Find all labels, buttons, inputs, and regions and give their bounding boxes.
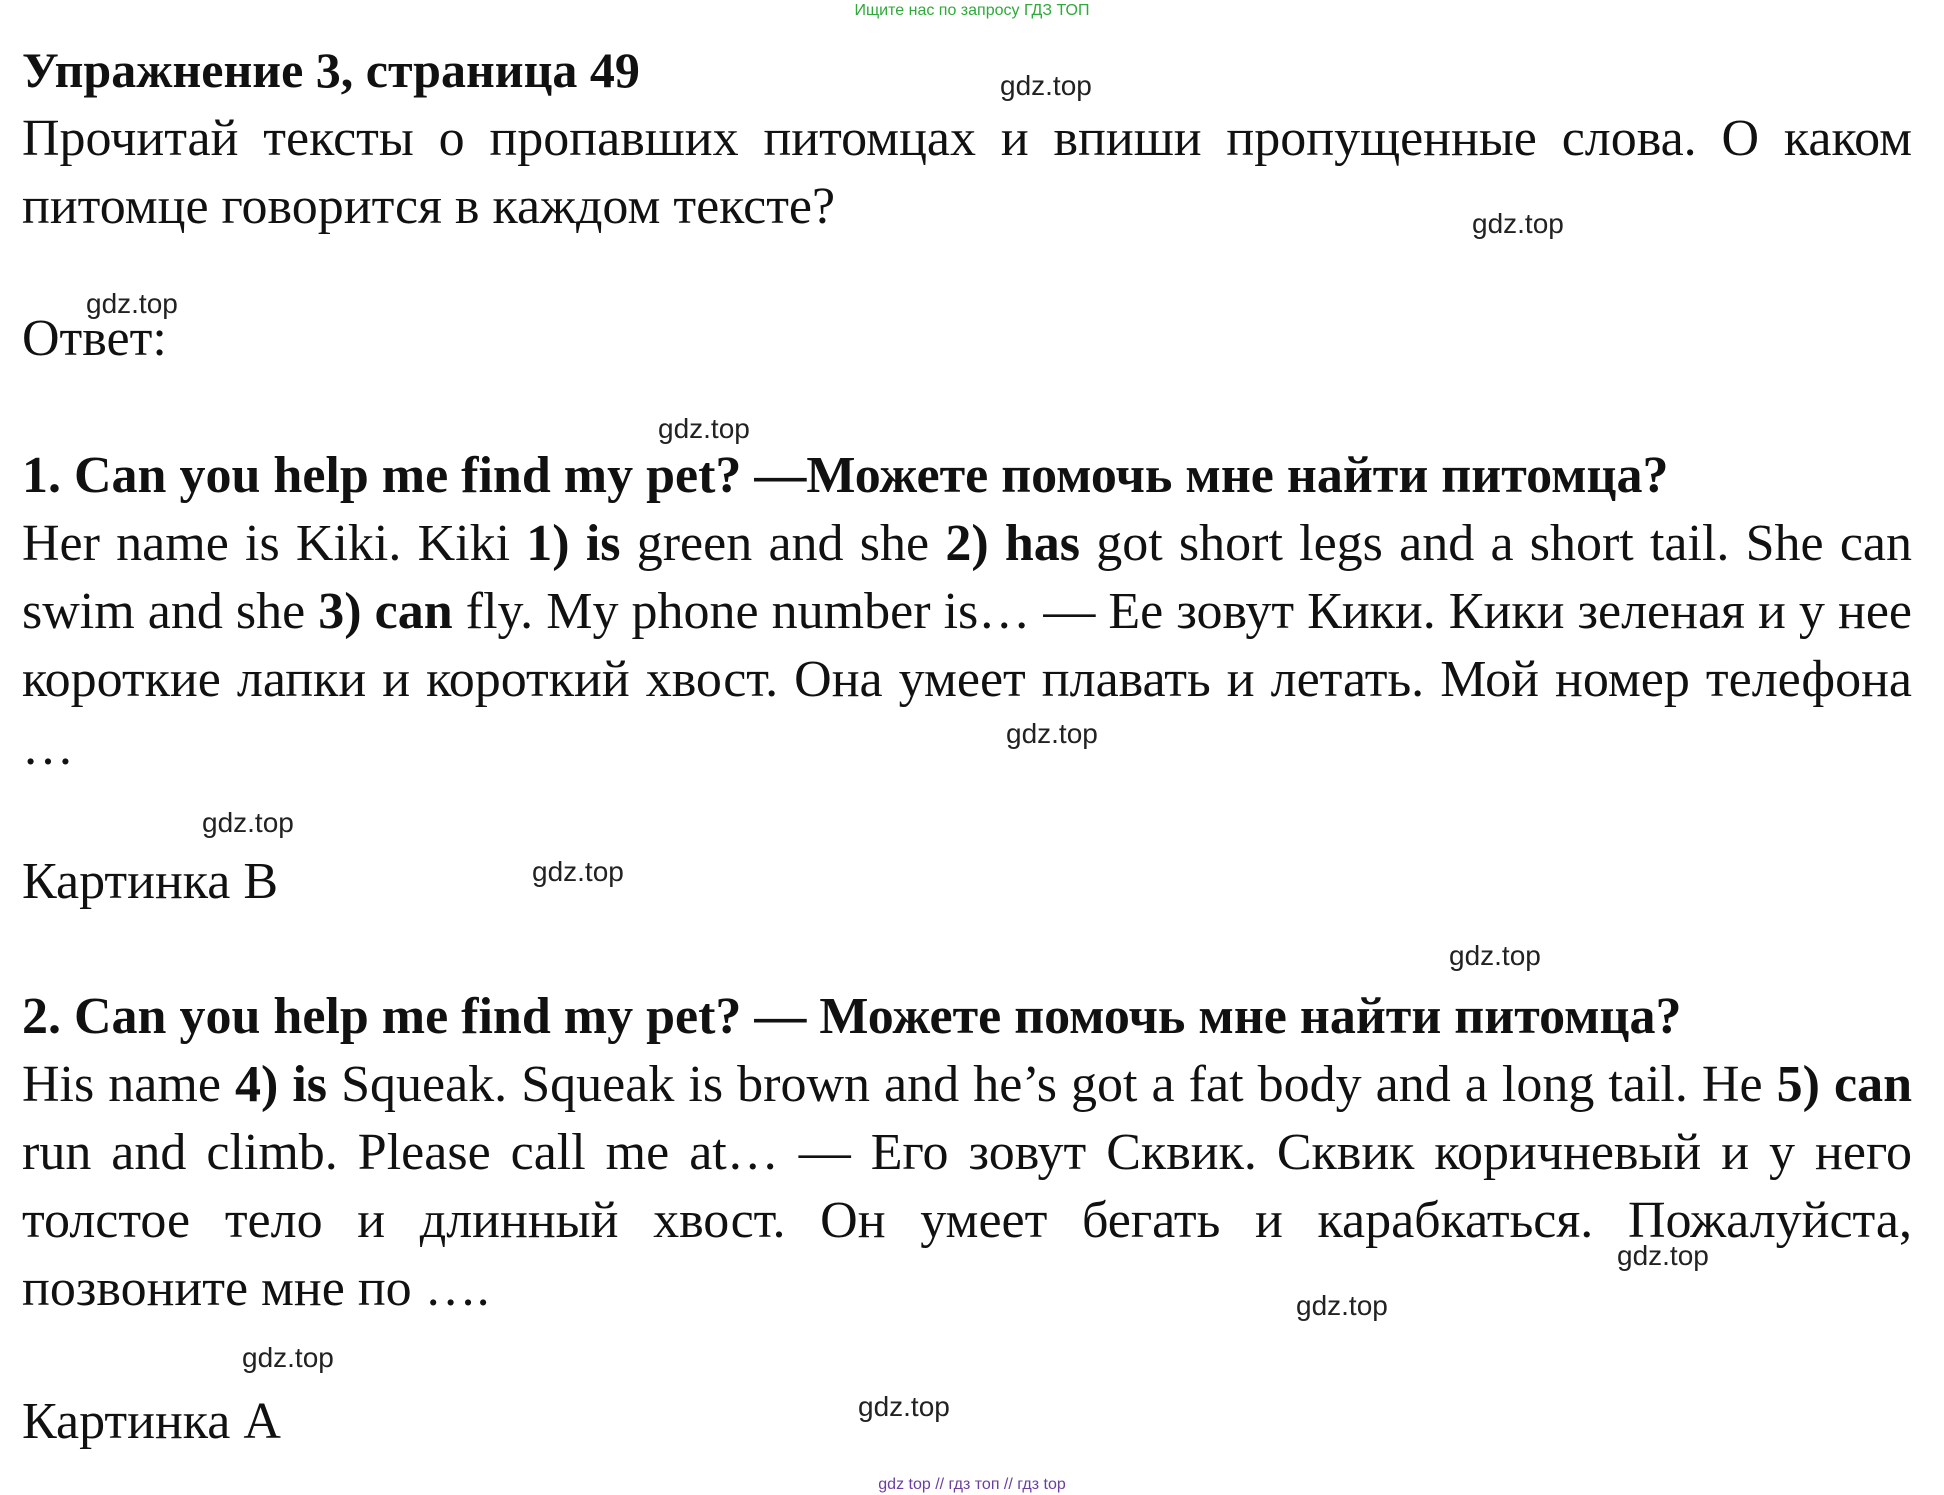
watermark: gdz.top <box>532 856 624 887</box>
bottom-banner: gdz top // гдз топ // гдз top <box>878 1476 1066 1493</box>
exercise-title: Упражнение 3, страница 49 <box>22 42 640 98</box>
text-segment: Her name is Kiki. Kiki <box>22 515 527 572</box>
item2-heading: 2. Can you help me find my pet? — Можете помочь мне найти питомца? <box>22 988 1682 1045</box>
answer-2: 2) has <box>945 515 1081 572</box>
item2-body <box>22 1051 1912 1323</box>
text-segment: fly. My phone number is… — Ее зовут Кики. Кики зеленая и у нее короткие лапки и короткий хвост. Она умеет плавать и летать. Мой номер телефона … <box>22 583 1912 776</box>
answer-5: 5) can <box>1776 1056 1912 1113</box>
answer-4: 4) is <box>234 1056 328 1113</box>
watermark: gdz.top <box>1296 1290 1388 1321</box>
text-segment: run and climb. Please call me at… — Его зовут Сквик. Сквик коричневый и у него толстое тело и длинный хвост. Он умеет бегать и карабкаться. Пожалуйста, позвоните мне по …. <box>22 1124 1912 1317</box>
watermark: gdz.top <box>1006 718 1098 749</box>
watermark: gdz.top <box>1000 70 1092 101</box>
watermark: gdz.top <box>1472 208 1564 239</box>
answer-label: Ответ: <box>22 310 167 367</box>
watermark: gdz.top <box>202 807 294 838</box>
item2-picture: Картинка A <box>22 1393 281 1450</box>
item1-picture: Картинка B <box>22 853 279 910</box>
top-banner: Ищите нас по запросу ГДЗ ТОП <box>854 2 1090 19</box>
text-segment: got short legs and a short tail. She can swim and she <box>22 515 1913 640</box>
item1-body <box>22 510 1912 782</box>
text-segment: green and she <box>620 515 946 572</box>
watermark: gdz.top <box>1449 940 1541 971</box>
answer-1: 1) is <box>526 515 621 572</box>
watermark: gdz.top <box>242 1342 334 1373</box>
item1-heading: 1. Can you help me find my pet? —Можете помочь мне найти питомца? <box>22 447 1669 504</box>
watermark: gdz.top <box>658 413 750 444</box>
text-segment: His name <box>22 1056 235 1113</box>
watermark: gdz.top <box>86 288 178 319</box>
text-segment: Squeak. Squeak is brown and he’s got a fat body and a long tail. He <box>327 1056 1777 1113</box>
task-text: Прочитай тексты о пропавших питомцах и впиши пропущенные слова. О каком питомце говорится в каждом тексте? <box>22 110 1912 235</box>
answer-3: 3) can <box>318 583 453 640</box>
watermark: gdz.top <box>1617 1240 1709 1271</box>
watermark: gdz.top <box>858 1391 950 1422</box>
